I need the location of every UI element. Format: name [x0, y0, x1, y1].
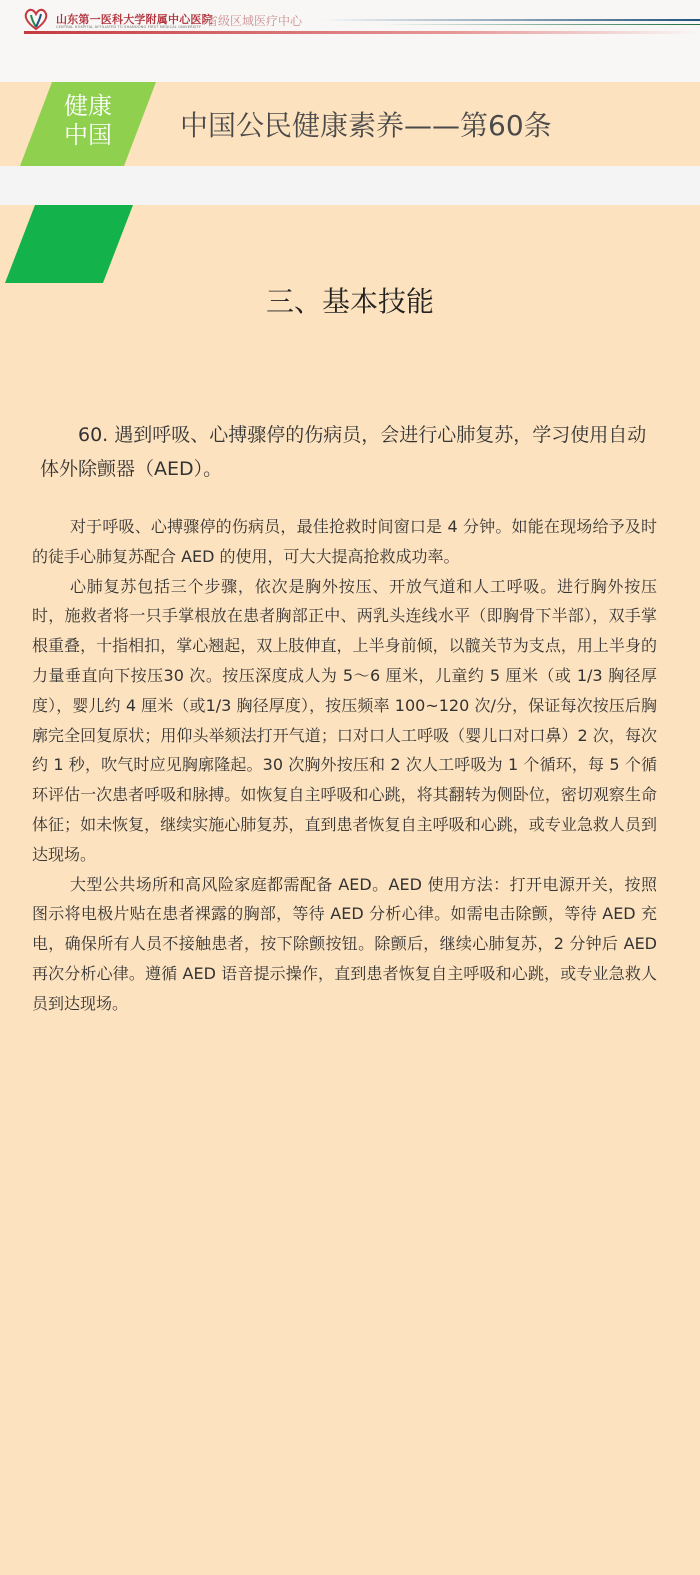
article-heading: 60. 遇到呼吸、心搏骤停的伤病员，会进行心肺复苏，学习使用自动体外除颤器（AED）。: [40, 424, 647, 480]
article-paragraph-3: 大型公共场所和高风险家庭都需配备 AED。AED 使用方法：打开电源开关，按照图示将电极片贴在患者裸露的胸部，等待 AED 分析心律。如需电击除颤，等待 AED 充电，确保所有人员不接触患者，按下除颤按钮。除颤后，继续心肺复苏，2 分钟后 AED 再次分析心律。遵循 AED 语音提示操作，直到患者恢复自主呼吸和心跳，或专业急救人员到达现场。: [32, 874, 657, 1013]
article-paragraph-1: 对于呼吸、心搏骤停的伤病员，最佳抢救时间窗口是 4 分钟。如能在现场给予及时的徒手心肺复苏配合 AED 的使用，可大大提高抢救成功率。: [32, 517, 657, 566]
hospital-name-english: CENTRAL HOSPITAL AFFILIATED TO SHANDONG FIRST MEDICAL UNIVERSITY: [56, 25, 202, 29]
hospital-name: 山东第一医科大学附属中心医院: [56, 13, 213, 26]
section-accent-shape: [5, 205, 133, 283]
badge-line-1: 健康: [64, 92, 112, 120]
page-title: 中国公民健康素养——第60条: [180, 109, 552, 142]
divider-band: [0, 166, 700, 205]
article-body: [32, 512, 657, 1019]
header-rule-red: [24, 31, 700, 34]
hospital-header: [0, 0, 700, 82]
hospital-subtitle: 省级区域医疗中心: [206, 14, 303, 28]
badge-line-2: 中国: [64, 121, 112, 149]
header-rule-dark: [320, 19, 700, 21]
section-title: 三、基本技能: [265, 285, 434, 318]
hospital-logo-icon: [22, 7, 50, 31]
header-rule-green: [380, 24, 700, 25]
badge-text: [60, 92, 116, 150]
article-paragraph-2: 心肺复苏包括三个步骤，依次是胸外按压、开放气道和人工呼吸。进行胸外按压时，施救者将一只手掌根放在患者胸部正中、两乳头连线水平（即胸骨下半部），双手掌根重叠，十指相扣，掌心翘起，双上肢伸直，上半身前倾，以髋关节为支点，用上半身的力量垂直向下按压30 次。按压深度成人为 5～6 厘米，儿童约 5 厘米（或 1/3 胸径厚度），婴儿约 4 厘米（或1/3 胸径厚度），按压频率 100~120 次/分，保证每次按压后胸廓完全回复原状；用仰头举颏法打开气道；口对口人工呼吸（婴儿口对口鼻）2 次，每次约 1 秒，吹气时应见胸廓隆起。30 次胸外按压和 2 次人工呼吸为 1 个循环，每 5 个循环评估一次患者呼吸和脉搏。如恢复自主呼吸和心跳，将其翻转为侧卧位，密切观察生命体征；如未恢复，继续实施心肺复苏，直到患者恢复自主呼吸和心跳，或专业急救人员到达现场。: [32, 576, 657, 864]
